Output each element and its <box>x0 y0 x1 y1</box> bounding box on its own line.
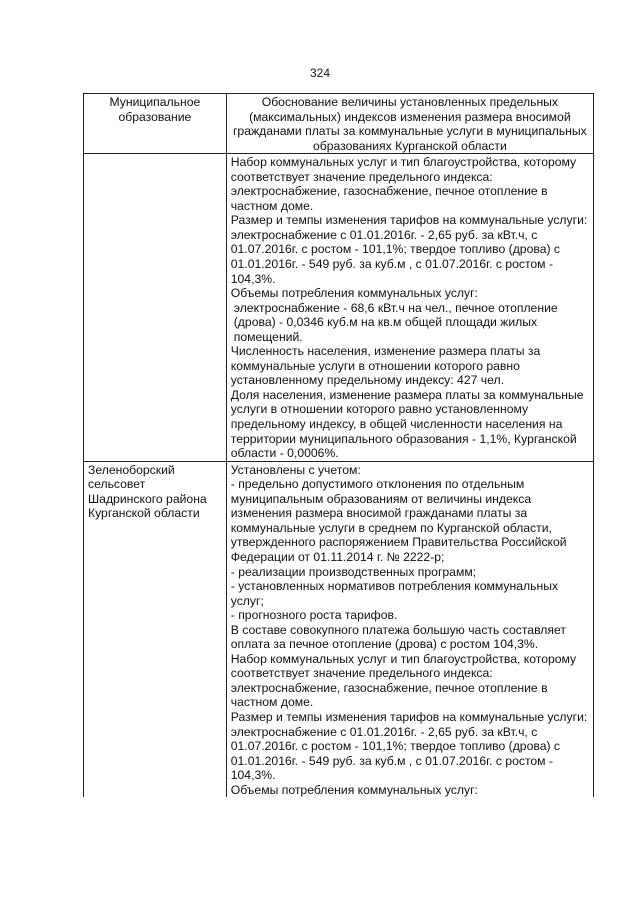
paragraph: Доля населения, изменение размера платы за коммунальные услуги в отношении которого равно установленному предельному индексу, в общей численности населения на территории муниципального образования - 1,1%, Курганской области - 0,0006%. <box>230 387 584 461</box>
header-municipality: Муниципальное образование <box>84 94 227 154</box>
justification-cell <box>226 154 593 461</box>
paragraph: Размер и темпы изменения тарифов на коммунальные услуги: <box>230 213 588 228</box>
municipality-cell: Зеленоборский сельсовет Шадринского района Курганской области <box>84 461 227 797</box>
paragraph: электроснабжение с 01.01.2016г. - 2,65 руб. за кВт.ч, с 01.07.2016г. с ростом - 101,1%; твердое топливо (дрова) с 01.01.2016г. - 549 руб. за куб.м , с 01.07.2016г. с ростом - 104,3%. <box>230 724 561 783</box>
paragraph: Численность населения, изменение размера платы за коммунальные услуги в отношении которого равно установленному предельному индексу: 427 чел. <box>230 344 541 388</box>
header-justification: Обоснование величины установленных предельных (максимальных) индексов изменения размера вносимой гражданами платы за коммунальные услуги в муниципальных образованиях Курганской области <box>226 94 593 154</box>
paragraph: - предельно допустимого отклонения по отдельным муниципальным образованиям от величины индекса изменения размера вносимой гражданами платы за коммунальные услуги в среднем по Курганской области, утвержденного распоряжением Правительства Российской Федерации от 01.11.2014 г. № 2222-р; <box>230 477 567 564</box>
justification-cell <box>226 461 593 797</box>
paragraph: электроснабжение с 01.01.2016г. - 2,65 руб. за кВт.ч, с 01.07.2016г. с ростом - 101,1%; твердое топливо (дрова) с 01.01.2016г. - 549 руб. за куб.м , с 01.07.2016г. с ростом - 104,3%. <box>230 227 561 286</box>
municipality-cell <box>84 154 227 461</box>
paragraph: Объемы потребления коммунальных услуг: <box>230 782 478 797</box>
table-header-row <box>84 94 594 154</box>
paragraph: Установлены с учетом: <box>230 462 361 477</box>
paragraph: В составе совокупного платежа большую часть составляет оплата за печное отопление (дрова) с ростом 104,3%. <box>230 622 566 652</box>
paragraph: Набор коммунальных услуг и тип благоустройства, которому соответствует значение предельного индекса: электроснабжение, газоснабжение, печное отопление в частном доме. <box>230 651 577 710</box>
paragraph: Набор коммунальных услуг и тип благоустройства, которому соответствует значение предельного индекса: электроснабжение, газоснабжение, печное отопление в частном доме. <box>230 155 577 213</box>
table-row <box>84 461 594 797</box>
paragraph: - установленных нормативов потребления коммунальных услуг; <box>230 579 559 608</box>
paragraph: Размер и темпы изменения тарифов на коммунальные услуги: <box>230 709 588 724</box>
paragraph: - прогнозного роста тарифов. <box>230 608 398 623</box>
paragraph: электроснабжение - 68,6 кВт.ч на чел., печное отопление (дрова) - 0,0346 куб.м на кв.м общей площади жилых помещений. <box>233 300 558 344</box>
page-number: 324 <box>309 66 331 80</box>
paragraph: Объемы потребления коммунальных услуг: <box>230 286 478 301</box>
table-row <box>84 154 594 461</box>
paragraph: - реализации производственных программ; <box>230 564 477 579</box>
tariff-table <box>83 93 594 797</box>
